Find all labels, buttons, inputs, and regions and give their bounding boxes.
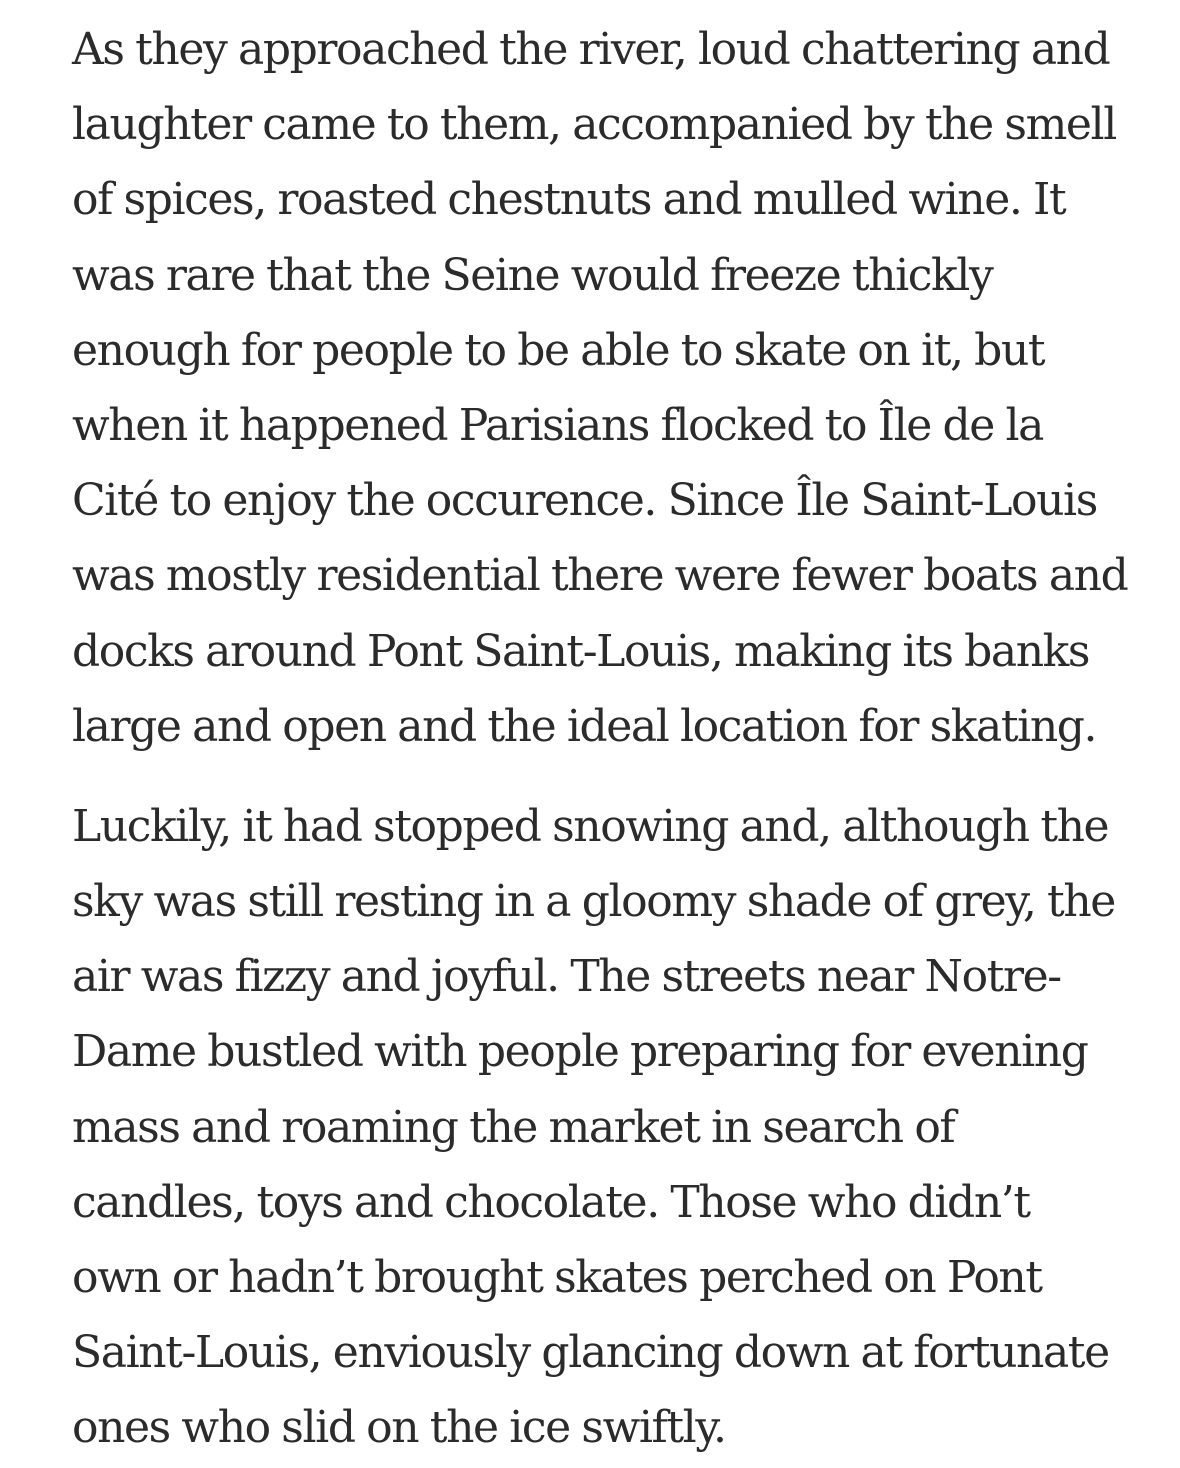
text-line: air was fizzy and joyful. The streets near Notre- [72,951,1061,1003]
paragraph-2 [72,789,1132,1466]
text-line: sky was still resting in a gloomy shade of grey, the [72,876,1115,928]
text-line: when it happened Parisians flocked to Île de la [72,399,1044,451]
text-line: enough for people to be able to skate on it, but [72,324,1045,376]
text-line: Luckily, it had stopped snowing and, although the [72,800,1109,852]
text-line: docks around Pont Saint-Louis, making its banks [72,625,1090,677]
text-line: ones who slid on the ice swiftly. [72,1402,726,1454]
reader-page [72,12,1132,1466]
text-line: was rare that the Seine would freeze thickly [72,249,993,301]
text-line: own or hadn’t brought skates perched on Pont [72,1252,1042,1303]
text-line: candles, toys and chocolate. Those who didn’t [72,1176,1030,1228]
text-line: Cité to enjoy the occurence. Since Île Saint-Louis [72,475,1097,527]
text-line: of spices, roasted chestnuts and mulled wine. It [72,174,1066,226]
text-line: was mostly residential there were fewer boats and [72,550,1128,602]
text-line: mass and roaming the market in search of [72,1101,955,1153]
text-line: large and open and the ideal location for skating. [72,700,1097,752]
text-line: Dame bustled with people preparing for evening [72,1026,1088,1078]
text-line: laughter came to them, accompanied by the smell [72,99,1116,151]
paragraph-1 [72,12,1132,764]
text-line: Saint-Louis, enviously glancing down at fortunate [72,1327,1109,1379]
text-line: As they approached the river, loud chattering and [72,24,1110,75]
